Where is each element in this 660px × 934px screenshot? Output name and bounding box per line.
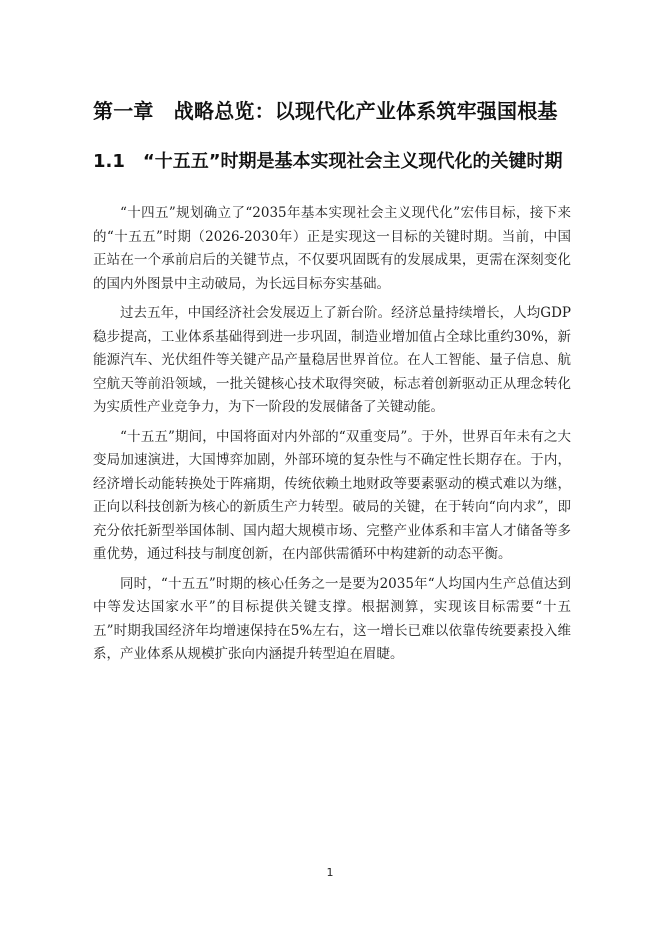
body-text <box>93 202 571 673</box>
paragraph-4: 同时，“十五五”时期的核心任务之一是要为2035年“人均国内生产总值达到中等发达国家水平”的目标提供关键支撑。根据测算，实现该目标需要“十五五”时期我国经济年均增速保持在5%左右，这一增长已难以依靠传统要素投入维系，产业体系从规模扩张向内涵提升转型迫在眉睫。 <box>93 575 571 662</box>
page-number: 1 <box>326 866 334 879</box>
paragraph-1: “十四五”规划确立了“2035年基本实现社会主义现代化”宏伟目标，接下来的“十五五”时期（2026-2030年）正是实现这一目标的关键时期。当前，中国正站在一个承前启后的关键节点，不仅要巩固既有的发展成果，更需在深刻变化的国内外图景中主动破局，为长远目标夯实基础。 <box>93 205 571 292</box>
paragraph-2: 过去五年，中国经济社会发展迈上了新台阶。经济总量持续增长，人均GDP稳步提高，工业体系基础得到进一步巩固，制造业增加值占全球比重约30%，新能源汽车、光伏组件等关键产品产量稳居世界首位。在人工智能、量子信息、航空航天等前沿领域，一批关键核心技术取得突破，标志着创新驱动正从理念转化为实质性产业竞争力，为下一阶段的发展储备了关键动能。 <box>93 305 571 415</box>
paragraph-3: “十五五”期间，中国将面对内外部的“双重变局”。于外，世界百年未有之大变局加速演进，大国博弈加剧，外部环境的复杂性与不确定性长期存在。于内，经济增长动能转换处于阵痛期，传统依赖土地财政等要素驱动的模式难以为继，正向以科技创新为核心的新质生产力转型。破局的关键，在于转向“向内求”，即充分依托新型举国体制、国内超大规模市场、完整产业体系和丰富人才储备等多重优势，通过科技与制度创新，在内部供需循环中构建新的动态平衡。 <box>93 428 571 562</box>
chapter-title: 第一章 战略总览：以现代化产业体系筑牢强国根基 <box>93 99 558 123</box>
section-title: 1.1 “十五五”时期是基本实现社会主义现代化的关键时期 <box>93 151 563 172</box>
